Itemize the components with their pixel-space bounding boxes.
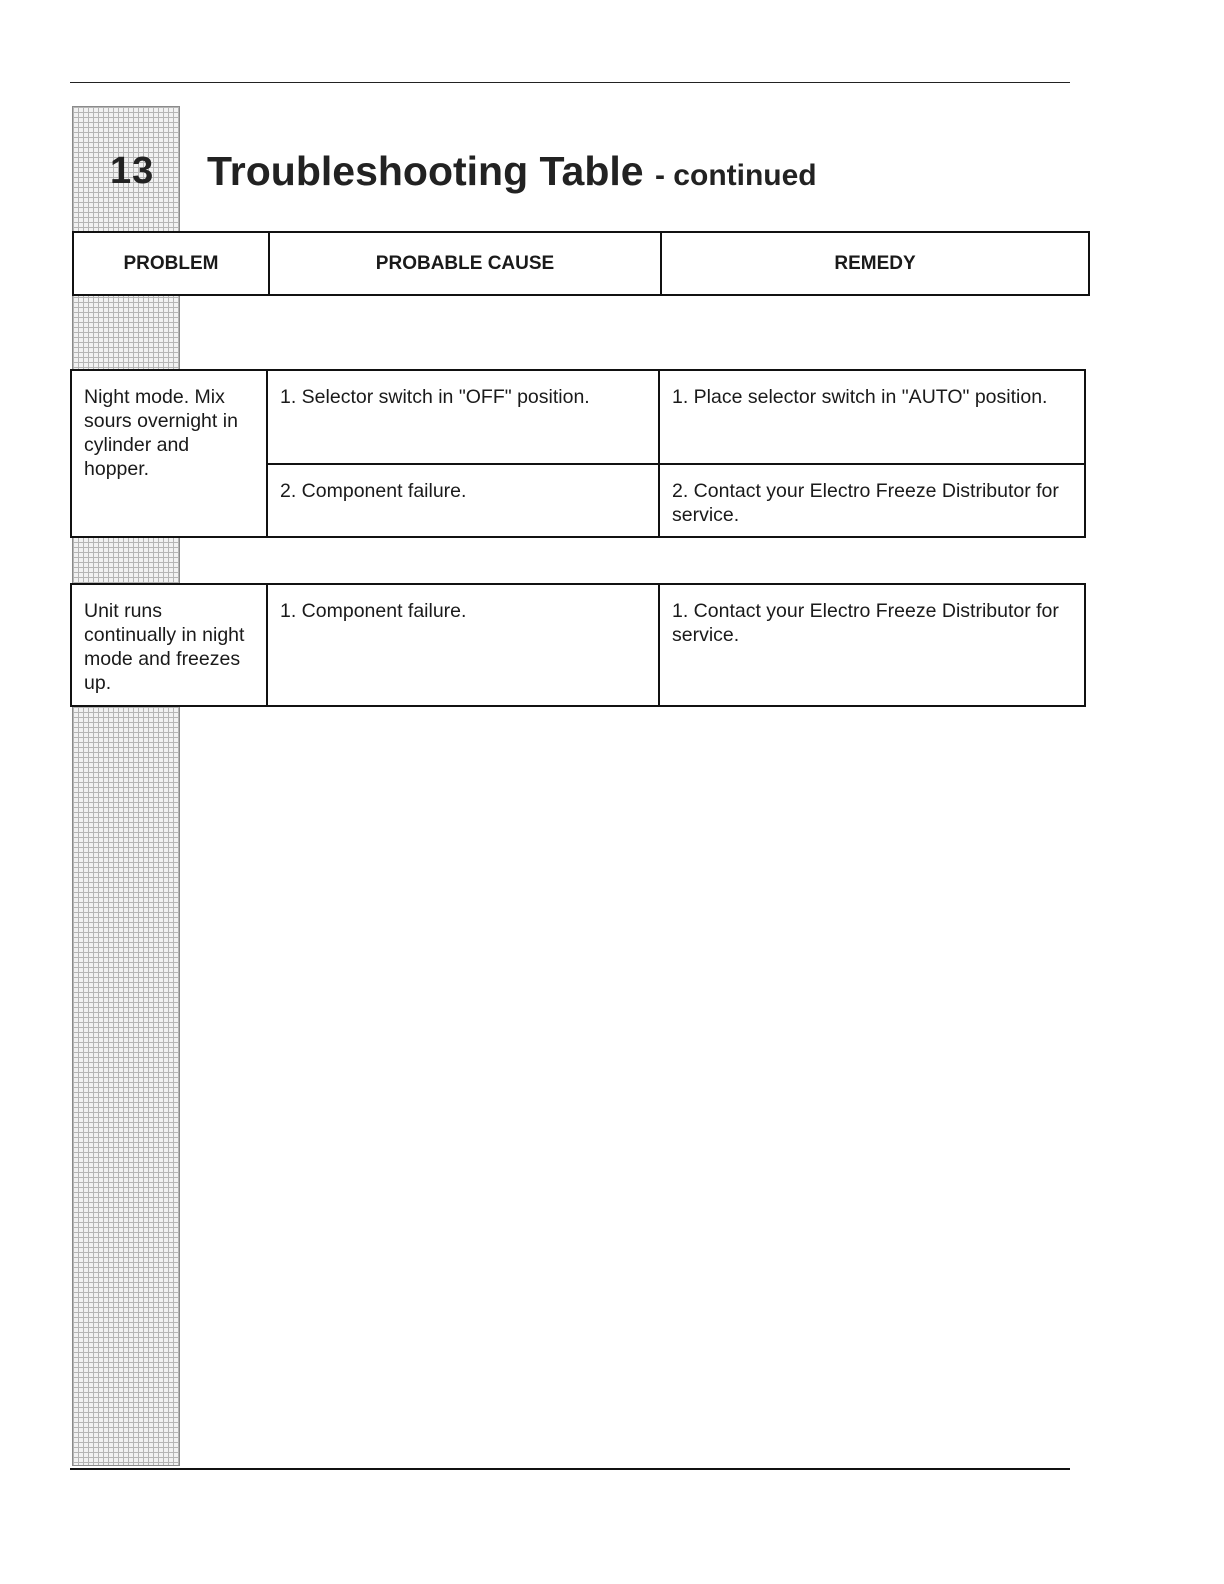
- remedy-cell: 1. Contact your Electro Freeze Distributor for service.: [672, 600, 1059, 646]
- remedy-cell: 2. Contact your Electro Freeze Distributor for service.: [672, 480, 1059, 526]
- title-suffix: - continued: [654, 159, 817, 192]
- header-probable-cause: PROBABLE CAUSE: [270, 233, 662, 294]
- table-row: [268, 371, 1084, 463]
- bottom-rule: [70, 1468, 1070, 1470]
- section-number: 13: [110, 150, 155, 192]
- grid-sidebar-strip: [72, 106, 180, 1466]
- cause-cell: 2. Component failure.: [268, 465, 660, 536]
- cause-cell: 1. Selector switch in "OFF" position.: [268, 371, 660, 463]
- title-main: Troubleshooting Table: [207, 148, 644, 194]
- trouble-entry-runs-continually: [70, 583, 1086, 707]
- problem-cell: Night mode. Mix sours overnight in cylinder and hopper.: [72, 371, 268, 536]
- top-rule: [70, 82, 1070, 83]
- header-problem: PROBLEM: [74, 233, 270, 294]
- page-title: [207, 148, 817, 195]
- table-header: [72, 231, 1090, 296]
- remedy-cell: 1. Place selector switch in "AUTO" position.: [672, 386, 1048, 408]
- trouble-entry-night-mode: [70, 369, 1086, 538]
- table-row: [268, 463, 1084, 536]
- problem-cell: Unit runs continually in night mode and freezes up.: [72, 585, 268, 705]
- table-row: [268, 585, 1084, 705]
- cause-cell: 1. Component failure.: [268, 585, 660, 705]
- header-remedy: REMEDY: [834, 252, 916, 274]
